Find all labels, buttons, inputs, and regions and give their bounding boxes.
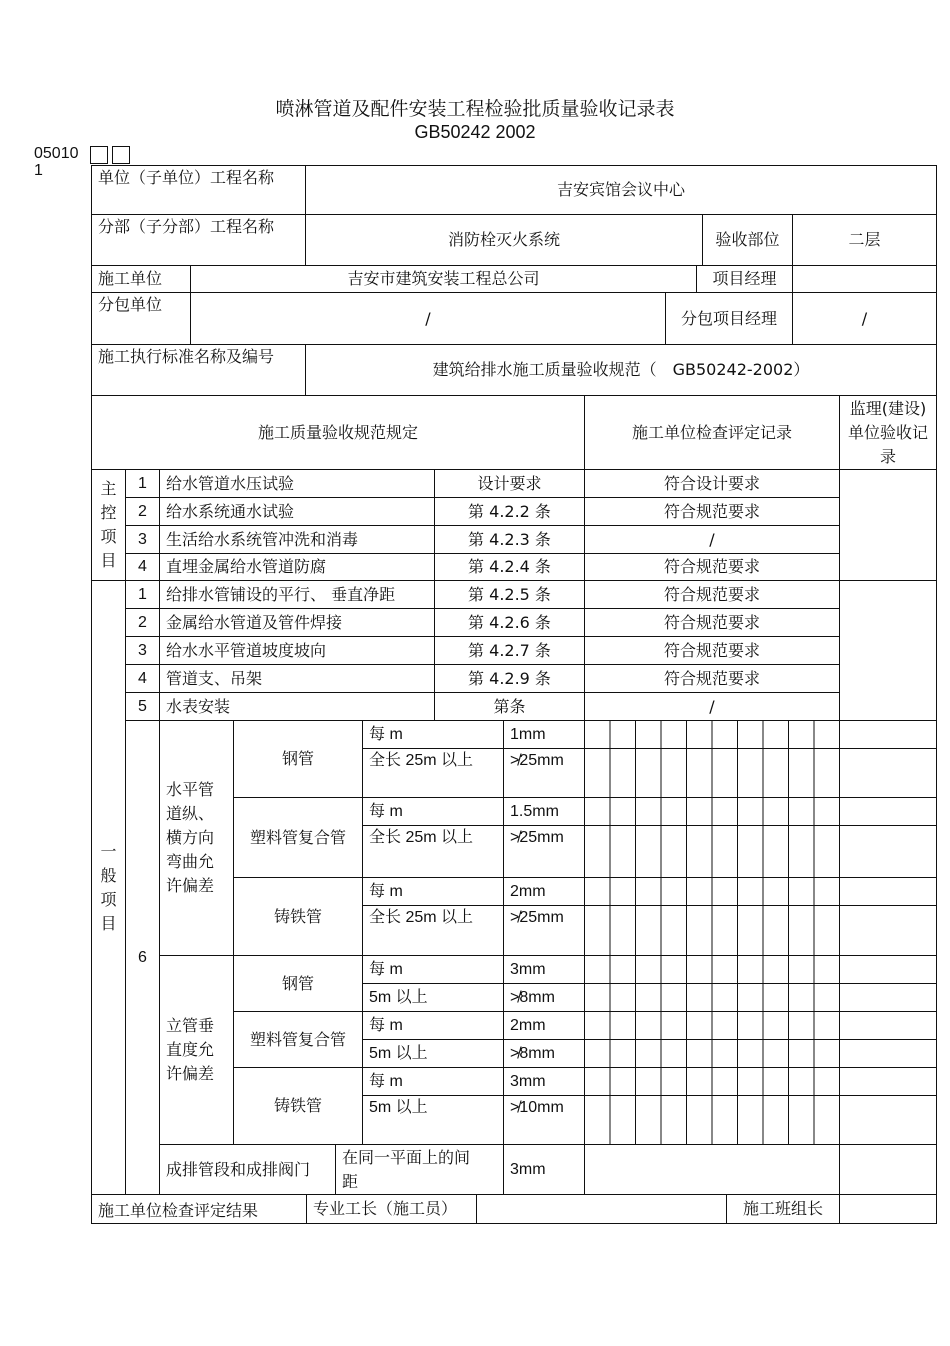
- h-plastic-per-m: 每 m: [362, 797, 504, 826]
- v-iron-above-value: ≯10mm: [503, 1095, 585, 1145]
- general-row-no: 3: [125, 636, 160, 665]
- contractor-label: 施工单位: [91, 265, 191, 293]
- general-row-result: 符合规范要求: [584, 664, 840, 693]
- main-row-result: 符合规范要求: [584, 553, 840, 581]
- supervisor-column-header: 监理(建设)单位验收记录: [839, 395, 937, 470]
- check-record-column-header: 施工单位检查评定记录: [584, 395, 840, 470]
- v-plastic-label: 塑料管复合管: [233, 1011, 363, 1068]
- valve-label: 成排管段和成排阀门: [159, 1144, 336, 1195]
- unit-value: 吉安宾馆会议中心: [305, 165, 937, 215]
- v-steel-above: 5m 以上: [362, 983, 504, 1012]
- h-plastic-per-m-value: 1.5mm: [503, 797, 585, 826]
- form-code: 05010 1: [34, 145, 79, 179]
- general-row-item: 管道支、吊架: [159, 664, 435, 693]
- subunit-value: 消防栓灭火系统: [305, 214, 703, 266]
- v-plastic-per-m: 每 m: [362, 1011, 504, 1040]
- sub-contractor-value: /: [190, 292, 666, 345]
- pm-label: 项目经理: [696, 265, 793, 293]
- main-row-result: /: [584, 525, 840, 554]
- h-iron-per-m: 每 m: [362, 877, 504, 906]
- main-row-item: 给水管道水压试验: [159, 469, 435, 498]
- sub-pm-value: /: [792, 292, 937, 345]
- general-row-result: 符合规范要求: [584, 636, 840, 665]
- general-row-item: 给水水平管道坡度坡向: [159, 636, 435, 665]
- item6-no: 6: [125, 720, 160, 1195]
- general-row-req: 第条: [434, 692, 585, 721]
- general-row-result: 符合规范要求: [584, 580, 840, 609]
- main-row-no: 2: [125, 497, 160, 526]
- v-iron-above: 5m 以上: [362, 1095, 504, 1145]
- h-steel-per-m-value: 1mm: [503, 720, 585, 749]
- general-row-req: 第 4.2.6 条: [434, 608, 585, 637]
- sub-contractor-label: 分包单位: [91, 292, 191, 345]
- general-row-no: 4: [125, 664, 160, 693]
- general-row-result: /: [584, 692, 840, 721]
- v-iron-per-m: 每 m: [362, 1067, 504, 1096]
- standard-label: 施工执行标准名称及编号: [91, 344, 306, 396]
- h-plastic-full: 全长 25m 以上: [362, 825, 504, 878]
- main-row-req: 第 4.2.2 条: [434, 497, 585, 526]
- h-plastic-label: 塑料管复合管: [233, 797, 363, 878]
- main-row-no: 3: [125, 525, 160, 554]
- result-label: 施工单位检查评定结果: [91, 1194, 307, 1224]
- h-steel-full: 全长 25m 以上: [362, 748, 504, 798]
- vertical-deviation-label: 立管垂直度允许偏差: [159, 955, 234, 1145]
- general-row-no: 5: [125, 692, 160, 721]
- general-row-req: 第 4.2.7 条: [434, 636, 585, 665]
- general-items-label: 一般项目: [91, 580, 126, 1195]
- valve-desc: 在同一平面上的间距: [335, 1144, 504, 1195]
- general-row-item: 给排水管铺设的平行、 垂直净距: [159, 580, 435, 609]
- standard-value: 建筑给排水施工质量验收规范（ GB50242-2002）: [305, 344, 937, 396]
- standard-code: GB50242 2002: [414, 122, 536, 142]
- main-row-result: 符合规范要求: [584, 497, 840, 526]
- general-row-req: 第 4.2.5 条: [434, 580, 585, 609]
- h-steel-per-m: 每 m: [362, 720, 504, 749]
- acceptance-part-value: 二层: [792, 214, 937, 266]
- general-row-no: 1: [125, 580, 160, 609]
- sub-pm-label: 分包项目经理: [665, 292, 793, 345]
- v-plastic-above-value: ≯8mm: [503, 1039, 585, 1068]
- v-steel-label: 钢管: [233, 955, 363, 1012]
- main-row-req: 第 4.2.3 条: [434, 525, 585, 554]
- h-iron-full-value: ≯25mm: [503, 905, 585, 956]
- document-title: 喷淋管道及配件安装工程检验批质量验收记录表: [275, 98, 675, 120]
- v-plastic-per-m-value: 2mm: [503, 1011, 585, 1040]
- h-steel-label: 钢管: [233, 720, 363, 798]
- v-steel-per-m-value: 3mm: [503, 955, 585, 984]
- team-leader-label: 施工班组长: [726, 1194, 840, 1224]
- unit-label: 单位（子单位）工程名称: [91, 165, 306, 215]
- v-iron-per-m-value: 3mm: [503, 1067, 585, 1096]
- general-row-item: 金属给水管道及管件焊接: [159, 608, 435, 637]
- v-plastic-above: 5m 以上: [362, 1039, 504, 1068]
- v-iron-label: 铸铁管: [233, 1067, 363, 1145]
- acceptance-part-label: 验收部位: [702, 214, 793, 266]
- general-row-no: 2: [125, 608, 160, 637]
- h-plastic-full-value: ≯25mm: [503, 825, 585, 878]
- foreman-label: 专业工长（施工员）: [306, 1194, 477, 1224]
- main-row-result: 符合设计要求: [584, 469, 840, 498]
- valve-value: 3mm: [503, 1144, 585, 1195]
- h-iron-full: 全长 25m 以上: [362, 905, 504, 956]
- general-row-result: 符合规范要求: [584, 608, 840, 637]
- general-row-req: 第 4.2.9 条: [434, 664, 585, 693]
- main-row-req: 设计要求: [434, 469, 585, 498]
- subunit-label: 分部（子分部）工程名称: [91, 214, 306, 266]
- contractor-value: 吉安市建筑安装工程总公司: [190, 265, 697, 293]
- h-iron-label: 铸铁管: [233, 877, 363, 956]
- main-row-item: 生活给水系统管冲洗和消毒: [159, 525, 435, 554]
- spec-column-header: 施工质量验收规范规定: [91, 395, 585, 470]
- main-row-req: 第 4.2.4 条: [434, 553, 585, 581]
- main-row-item: 给水系统通水试验: [159, 497, 435, 526]
- h-steel-full-value: ≯25mm: [503, 748, 585, 798]
- h-iron-per-m-value: 2mm: [503, 877, 585, 906]
- v-steel-above-value: ≯8mm: [503, 983, 585, 1012]
- horizontal-deviation-label: 水平管道纵、横方向弯曲允许偏差: [159, 720, 234, 956]
- main-row-no: 1: [125, 469, 160, 498]
- main-items-label: 主控项目: [91, 469, 126, 581]
- general-row-item: 水表安装: [159, 692, 435, 721]
- main-row-no: 4: [125, 553, 160, 581]
- main-row-item: 直埋金属给水管道防腐: [159, 553, 435, 581]
- v-steel-per-m: 每 m: [362, 955, 504, 984]
